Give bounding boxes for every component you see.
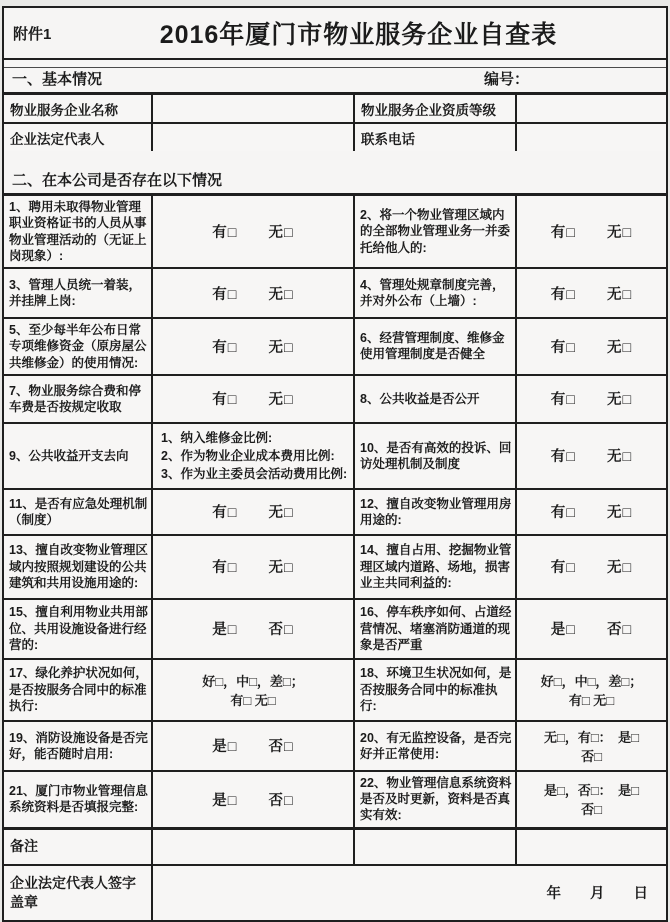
question-cell-8: 8、公共收益是否公开 (354, 375, 516, 423)
field-label-company-name: 物业服务企业名称 (4, 95, 152, 123)
answer-cell-13 (152, 535, 354, 599)
answer-cell-3 (152, 268, 354, 318)
answer-cell-21 (152, 771, 354, 828)
answer-cell-4 (516, 268, 666, 318)
blank-cell-qualification (516, 95, 666, 123)
blank-cell-phone (516, 123, 666, 151)
answer-line: 2、作为物业企业成本费用比例: (161, 448, 335, 463)
blank-cell-legal-rep (152, 123, 354, 151)
answer-line: 3、作为业主委员会活动费用比例: (161, 466, 348, 481)
signature-label: 企业法定代表人签字盖章 (4, 865, 152, 920)
form-sheet (2, 6, 668, 922)
answer-line: 有□ 无□ (212, 225, 294, 241)
checklist-table (4, 196, 666, 920)
table-row (4, 123, 666, 151)
field-label-phone: 联系电话 (354, 123, 516, 151)
question-cell-22: 22、物业管理信息系统资料是否及时更新，资料是否真实有效: (354, 771, 516, 828)
question-cell-15: 15、擅自利用物业共用部位、共用设施设备进行经营的: (4, 599, 152, 659)
question-cell-11: 11、是否有应急处理机制（制度） (4, 489, 152, 535)
answer-line: 有□ 无□ (550, 392, 633, 409)
question-cell-5: 5、至少每半年公布日常专项维修资金（原房屋公共维修金）的使用情况: (4, 318, 152, 375)
question-cell-17: 17、绿化养护状况如何，是否按服务合同中的标准执行: (4, 659, 152, 721)
question-cell-18: 18、环境卫生状况如何，是否按服务合同中的标准执行: (354, 659, 516, 721)
answer-cell-11 (152, 489, 354, 535)
answer-cell-12 (516, 489, 666, 535)
table-row (4, 423, 666, 489)
date-cell (152, 865, 666, 920)
table-row (4, 659, 666, 721)
answer-cell-5 (152, 318, 354, 375)
answer-cell-14 (516, 535, 666, 599)
answer-line: 是□ 否□ (212, 622, 294, 639)
answer-line: 否□ (581, 802, 602, 818)
answer-cell-22 (516, 771, 666, 828)
answer-cell-9 (152, 423, 354, 489)
table-row (4, 95, 666, 123)
blank-cell-company-name (152, 95, 354, 123)
question-cell-19: 19、消防设施设备是否完好，能否随时启用: (4, 721, 152, 771)
answer-cell-7 (152, 375, 354, 423)
answer-line: 有□ 无□ (230, 692, 276, 708)
code-label: 编号： (484, 71, 530, 88)
question-cell-1: 1、聘用未取得物业管理职业资格证书的人员从事物业管理活动的（无证上岗现象）: (4, 196, 152, 268)
question-cell-20: 20、有无监控设备，是否完好并正常使用: (354, 721, 516, 771)
question-cell-6: 6、经营管理制度、维修金使用管理制度是否健全 (354, 318, 516, 375)
section-basic-title: 一、基本情况 (12, 71, 103, 88)
attachment-label: 附件1 (13, 25, 52, 43)
answer-cell-6 (516, 318, 666, 375)
answer-cell-16 (516, 599, 666, 659)
section-check-title: 二、在本公司是否存在以下情况 (12, 172, 223, 189)
answer-line: 好□，中□，差□； (202, 673, 304, 689)
answer-line: 有□ 无□ (212, 560, 294, 577)
question-cell-7: 7、物业服务综合费和停车费是否按规定收取 (4, 375, 152, 423)
table-row (4, 196, 666, 268)
remark-label: 备注 (4, 828, 152, 865)
answer-line: 是□ 否□ (550, 622, 633, 639)
form-title: 2016年厦门市物业服务企业自查表 (159, 21, 558, 49)
question-cell-4: 4、管理处规章制度完善，并对外公布（上墙）: (354, 268, 516, 318)
question-cell-13: 13、擅自改变物业管理区域内按照规划建设的公共建筑和共用设施用途的: (4, 535, 152, 599)
question-cell-21: 21、厦门市物业管理信息系统资料是否填报完整: (4, 771, 152, 828)
table-row (4, 599, 666, 659)
answer-cell-19 (152, 721, 354, 771)
answer-cell-15 (152, 599, 354, 659)
answer-cell-8 (516, 375, 666, 423)
answer-line: 有□ 无□ (212, 339, 294, 356)
table-row (4, 318, 666, 375)
table-row (4, 268, 666, 318)
answer-line: 有□ 无□ (550, 449, 633, 466)
answer-cell-1 (152, 196, 354, 268)
title-row (4, 8, 666, 60)
table-row (4, 721, 666, 771)
question-cell-9: 9、公共收益开支去向 (4, 423, 152, 489)
answer-cell-2 (516, 196, 666, 268)
answer-line: 是□ 否□ (212, 739, 294, 756)
question-cell-16: 16、停车秩序如何、占道经营情况、堵塞消防通道的现象是否严重 (354, 599, 516, 659)
basic-info-table (4, 95, 666, 151)
blank-cell-remark-3 (516, 828, 666, 865)
answer-cell-17 (152, 659, 354, 721)
blank-cell-remark-2 (354, 828, 516, 865)
spacer (4, 151, 666, 169)
answer-line: 有□ 无□ (568, 692, 615, 708)
answer-cell-18 (516, 659, 666, 721)
date-text: 年 月 日 (546, 886, 648, 902)
answer-line: 是□ 否□ (212, 792, 294, 809)
field-label-legal-rep: 企业法定代表人 (4, 123, 152, 151)
question-cell-14: 14、擅自占用、挖掘物业管理区域内道路、场地，损害业主共同利益的: (354, 535, 516, 599)
field-label-qualification: 物业服务企业资质等级 (354, 95, 516, 123)
answer-line: 1、纳入维修金比例: (161, 430, 273, 445)
answer-line: 有□ 无□ (550, 560, 633, 577)
answer-line: 有□ 无□ (550, 505, 633, 522)
section-basic-heading (4, 67, 666, 95)
answer-line: 好□，中□，差□； (540, 673, 643, 689)
table-row (4, 535, 666, 599)
answer-line: 无□，有□： 是□ (543, 729, 640, 745)
blank-cell-remark-1 (152, 828, 354, 865)
answer-line: 有□ 无□ (550, 225, 633, 241)
question-cell-12: 12、擅自改变物业管理用房用途的: (354, 489, 516, 535)
table-row (4, 375, 666, 423)
answer-line: 有□ 无□ (212, 286, 294, 303)
question-cell-2: 2、将一个物业管理区域内的全部物业管理业务一并委托给他人的: (354, 196, 516, 268)
table-row (4, 865, 666, 920)
answer-line: 有□ 无□ (550, 339, 633, 356)
answer-cell-10 (516, 423, 666, 489)
section-check-heading (4, 169, 666, 196)
answer-line: 有□ 无□ (212, 505, 294, 522)
answer-line: 是□，否□： 是□ (543, 783, 640, 799)
answer-line: 有□ 无□ (550, 286, 633, 303)
answer-line: 有□ 无□ (212, 392, 294, 409)
spacer (4, 60, 666, 67)
question-cell-10: 10、是否有高效的投诉、回访处理机制及制度 (354, 423, 516, 489)
table-row (4, 828, 666, 865)
answer-line: 否□ (581, 748, 602, 764)
table-row (4, 771, 666, 828)
table-row (4, 489, 666, 535)
answer-cell-20 (516, 721, 666, 771)
question-cell-3: 3、管理人员统一着装，并挂牌上岗: (4, 268, 152, 318)
